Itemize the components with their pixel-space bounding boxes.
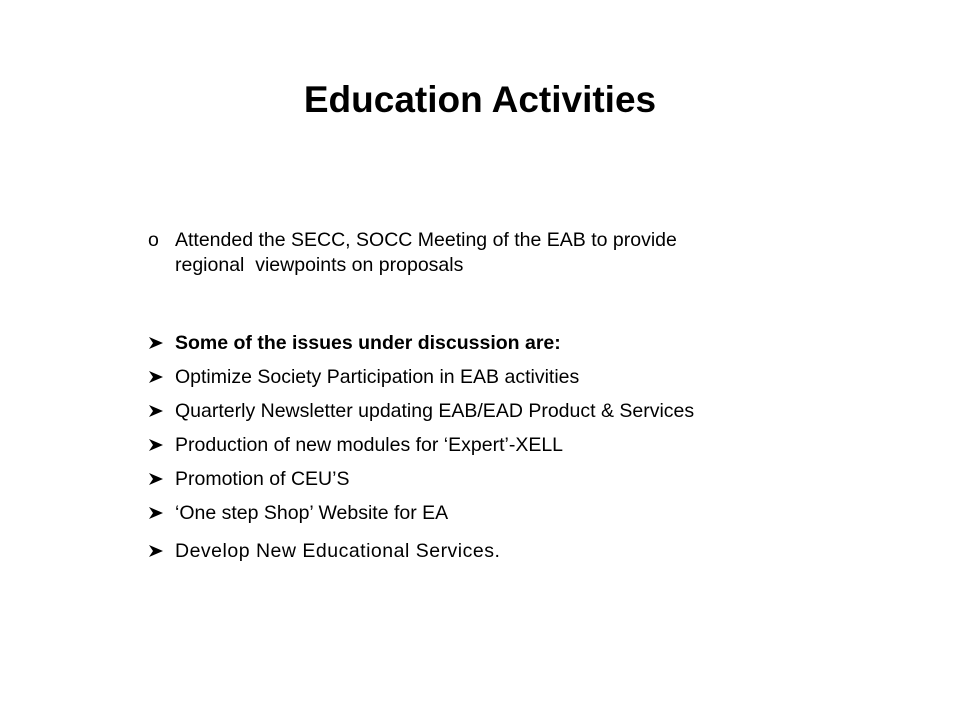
bullet-item xyxy=(148,428,908,462)
bullet-item xyxy=(148,360,908,394)
intro-marker: o xyxy=(148,229,159,251)
bullet-item xyxy=(148,534,908,568)
bullet-item xyxy=(148,394,908,428)
bullet-text: Quarterly Newsletter updating EAB/EAD Product & Services xyxy=(175,400,695,422)
arrow-bullet-icon xyxy=(148,438,175,452)
bullet-text: Production of new modules for ‘Expert’-XELL xyxy=(175,434,564,456)
arrow-bullet-icon xyxy=(148,472,175,486)
arrow-bullet-icon xyxy=(148,544,175,558)
bullet-item xyxy=(148,462,908,496)
bullet-list xyxy=(148,326,908,568)
intro-text: Attended the SECC, SOCC Meeting of the EAB to provide regional viewpoints on proposals xyxy=(175,229,677,276)
slide-title: Education Activities xyxy=(303,79,657,120)
bullet-text: Optimize Society Participation in EAB activities xyxy=(175,366,580,388)
arrow-bullet-icon xyxy=(148,336,175,350)
arrow-bullet-icon xyxy=(148,404,175,418)
arrow-bullet-icon xyxy=(148,506,175,520)
bullet-text: Some of the issues under discussion are: xyxy=(175,332,561,354)
intro-paragraph xyxy=(148,228,848,278)
bullet-text: Promotion of CEU’S xyxy=(175,468,350,490)
bullet-text: ‘One step Shop’ Website for EA xyxy=(175,502,449,524)
bullet-text: Develop New Educational Services. xyxy=(175,540,501,562)
bullet-item xyxy=(148,496,908,530)
arrow-bullet-icon xyxy=(148,370,175,384)
bullet-item xyxy=(148,326,908,360)
